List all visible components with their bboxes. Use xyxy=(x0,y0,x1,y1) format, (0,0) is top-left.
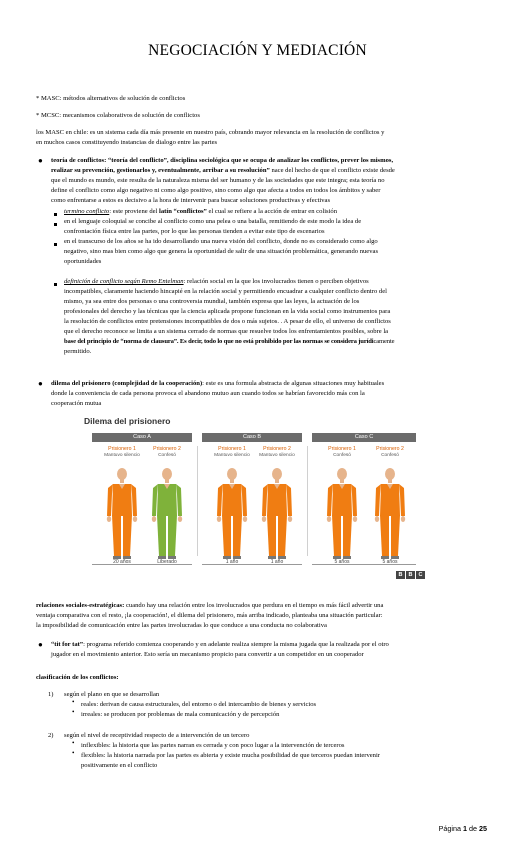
teoria-line-1: teoría de conflictos: “teoría del conflicto”, disciplina sociológica que se ocupa de analizar los conflictos, prever los mismos, xyxy=(51,157,394,164)
clasificacion-item-2b-line-2: positivamente en el conflicto xyxy=(81,762,158,769)
bullet-icon: • xyxy=(72,698,75,706)
prisoner-2-label: Prisionero 2 xyxy=(376,446,404,452)
bullet-icon: ● xyxy=(38,640,43,649)
coloquial-line-1: en el lenguaje coloquial se concibe al conflicto como una pelea o una batalla, remitiendo de este modo la idea de xyxy=(64,218,362,225)
prisoner-figure xyxy=(262,468,292,559)
relaciones-line-3: la imposibilidad de comunicación entre las partes involucradas lo que conduce a una conducta no colaborativa xyxy=(36,622,327,629)
definicion-line-3: mismo, ya sea entre dos personas o una controversia mundial, también expresa que las leyes, la actuación de los xyxy=(64,298,360,305)
mcsc-definition: * MCSC: mecanismos colaborativos de solución de conflictos xyxy=(36,112,200,119)
clasificacion-heading: clasificación de los conflictos: xyxy=(36,674,119,681)
definicion-line-4: profesionales del derecho y las técnicas que la ciencia aplicada propone funcionan en la vida social como instrumentos para xyxy=(64,308,391,315)
prisoner-2-label: Prisionero 2 xyxy=(263,446,291,452)
masc-definition: * MASC: métodos alternativos de solución de conflictos xyxy=(36,95,186,102)
transcurso-line-2: negativo, sino mas bien como algo que genera la oportunidad de salir de una situación problemática, generando nuevas xyxy=(64,248,379,255)
tit-line-2: jugador en el movimiento anterior. Esto sería un mecanismo propicio para convertir a un competidor en un cooperador xyxy=(51,651,364,658)
prisoner-2-action: Confesó xyxy=(381,453,399,458)
sentence-label: Liberado xyxy=(157,559,177,565)
case-c-header: Caso C xyxy=(312,433,416,442)
definicion-line-2: incompatibles, claramente haciendo hincapié en la relación social y permitiendo encuadrar a cualquier conflicto dentro del xyxy=(64,288,387,295)
clasificacion-item-1a: reales: derivan de causa estructurales, del entorno o del intercambio de bienes y servicios xyxy=(81,701,317,708)
prisoner-1-action: Mantuvo silencio xyxy=(214,453,250,458)
prisoner-1-label: Prisionero 1 xyxy=(218,446,246,452)
prisoner-dilemma-figure xyxy=(82,416,426,580)
clasificacion-item-2a: inflexibles: la historia que las partes narran es cerrada y con poco lugar a la intervención de terceros xyxy=(81,742,345,749)
prisoner-2-action: Confesó xyxy=(158,453,176,458)
square-bullet-icon xyxy=(54,283,57,286)
prisoner-figure xyxy=(152,468,182,559)
sentence-label: 1 año xyxy=(270,559,284,565)
sentence-label: 20 años xyxy=(113,559,131,565)
teoria-line-3: que el mundo es mundo, este resulta de la naturaleza misma del ser humano y de las sociedades que este integra; esta teoría no xyxy=(51,177,385,184)
case-b-header: Caso B xyxy=(202,433,302,442)
teoria-label: teoría de conflictos xyxy=(51,157,105,164)
clasificacion-item-1: según el plano en que se desarrollan xyxy=(64,691,160,698)
clasificacion-item-2b-line-1: flexibles: la historia narrada por las partes es abierta y existe mucha posibilidad de que terceros puedan intervenir xyxy=(81,752,380,759)
case-a-header: Caso A xyxy=(92,433,192,442)
prisoner-1-label: Prisionero 1 xyxy=(108,446,136,452)
teoria-line-5: como enfrentarse a estos es decisivo a la hora de intervenir para buscar soluciones productivas y efectivas xyxy=(51,197,331,204)
transcurso-line-1: en el transcurso de los años se ha ido desarrollando una nueva visión del conflicto, donde no es considerado como algo xyxy=(64,238,378,245)
termino-conflicto: termino conflicto: este proviene del latín “conflictos” el cual se refiere a la acción de entrar en colisión xyxy=(64,208,338,215)
definicion-line-8: permitido. xyxy=(64,348,92,355)
bbc-logo: B B C xyxy=(396,571,425,579)
list-number: 2) xyxy=(48,732,54,739)
prisoner-figures xyxy=(82,416,426,580)
bullet-icon: ● xyxy=(38,379,43,388)
prisoner-2-label: Prisionero 2 xyxy=(153,446,181,452)
dilema-line-1: dilema del prisionero (complejidad de la cooperación): este es una formula abstracta de algunas situaciones muy habituales xyxy=(51,380,385,387)
prisoner-1-action: Confesó xyxy=(333,453,351,458)
sentence-label: 5 años xyxy=(334,559,350,565)
definicion-line-7: base del principio de “norma de clausura”. Es decir, todo lo que no está prohibido por las normas se considera jurídicamente xyxy=(64,338,395,345)
document-title: NEGOCIACIÓN Y MEDIACIÓN xyxy=(148,42,367,59)
prisoner-2-action: Mantuvo silencio xyxy=(259,453,295,458)
prisoner-figure xyxy=(375,468,405,559)
masc-chile-line-1: los MASC en chile: es un sistema cada día más presente en nuestro país, cobrando mayor relevancia en la resolución de conflictos y xyxy=(36,129,385,136)
prisoner-1-action: Mantuvo silencio xyxy=(104,453,140,458)
clasificacion-item-1b: irreales: se producen por problemas de mala comunicación y de percepción xyxy=(81,711,280,718)
coloquial-line-2: confrontación física entre las partes, por lo que las personas tienden a evitar este tipo de escenarios xyxy=(64,228,325,235)
bullet-icon: ● xyxy=(38,156,43,165)
square-bullet-icon xyxy=(54,213,57,216)
prisoner-figure xyxy=(327,468,357,559)
list-number: 1) xyxy=(48,691,54,698)
bullet-icon: • xyxy=(72,739,75,747)
prisoner-figure xyxy=(217,468,247,559)
prisoner-figure xyxy=(107,468,137,559)
teoria-line-2: realizar su prevención, gestionarlos y, eventualmente, arribar a su resolución” nace del hecho de que el conflicto existe desde xyxy=(51,167,395,174)
definicion-line-5: la resolución de conflictos entre pretensiones incompatibles de dos o más sujetos. . A pesar de ello, el universo de conflictos xyxy=(64,318,391,325)
figure-title: Dilema del prisionero xyxy=(84,416,171,426)
tit-line-1: “tit for tat”: programa referido comienza cooperando y en adelante realiza siempre la misma jugada que la realizada por el otro xyxy=(51,641,389,648)
relaciones-line-2: ventaja comparativa con el resto, ¡la cooperación!, el dilema del prisionero, más arriba indicado, planteaba una situación particular: xyxy=(36,612,383,619)
dilema-line-2: donde la conveniencia de cada persona provoca el abandono mutuo aun cuando todos se habrían favorecido más con la xyxy=(51,390,365,397)
transcurso-line-3: oportunidades xyxy=(64,258,102,265)
bullet-icon: • xyxy=(72,749,75,757)
page-number: Página 1 de 25 xyxy=(438,824,487,833)
definicion-line-1: definición de conflicto según Remo Entelman: relación social en la que los involucrados tienen o perciben objetivos xyxy=(64,278,369,285)
masc-chile-line-2: en muchos casos constituyendo instancias de dialogo entre las partes xyxy=(36,139,218,146)
definicion-line-6: que el derecho reconoce se limita a un sistema cerrado de normas que resuelve todos los enfrentamientos posibles, sobre la xyxy=(64,328,389,335)
square-bullet-icon xyxy=(54,243,57,246)
sentence-label: 1 año xyxy=(225,559,239,565)
square-bullet-icon xyxy=(54,223,57,226)
prisoner-1-label: Prisionero 1 xyxy=(328,446,356,452)
bullet-icon: • xyxy=(72,708,75,716)
clasificacion-item-2: según el nivel de receptividad respecto de a intervención de un tercero xyxy=(64,732,250,739)
relaciones-line-1: relaciones sociales-estratégicas: cuando hay una relación entre los involucrados que perdura en el tiempo es más fácil advertir una xyxy=(36,602,384,609)
dilema-line-3: cooperación mutua xyxy=(51,400,102,407)
sentence-label: 5 años xyxy=(382,559,398,565)
teoria-line-4: define el conflicto como algo negativo ni como algo positivo, sino como algo que afecta a todos en todos los ámbitos y saber xyxy=(51,187,381,194)
